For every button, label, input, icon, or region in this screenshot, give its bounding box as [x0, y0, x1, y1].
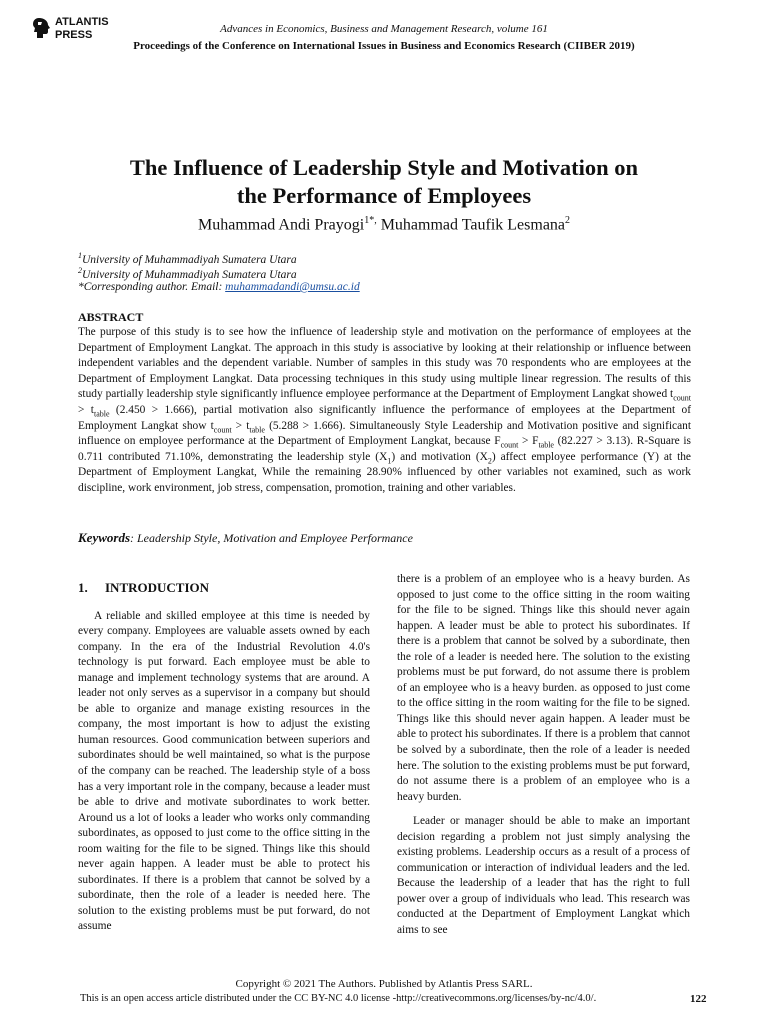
affiliation-1 — [78, 251, 297, 266]
author-list — [0, 215, 768, 234]
page-number: 122 — [690, 993, 707, 1005]
intro-paragraph-1: A reliable and skilled employee at this time is needed by every company. Employees are valuable assets owned by each company. In the era of the Industrial Revolution 4.0's technology is put forward. Each employee must be able to manage and implement technology systems that are around. A leader not only serves as a supervisor in a company but should be able to organize and manage existing resources in the company, the most important is how to adjust the existing human resources. Good communication between superiors and subordinates should be well maintained, so what is the purpose of the company can be reached. The leadership style of a boss has a very important role in the company, because a leader must be able to drive and motivate subordinates to work better. Around us a lot of looks a leader who works only commanding subordinates, as opposed to just come to the office sitting in the room waiting for the file to be signed. Things like this should never again happen. A leader must be able to protect his subordinates. If there is a problem that cannot be solved by a subordinate, then the role of a leader is needed here. The solution to the existing problems must be put forward, do not assume — [78, 609, 370, 933]
affiliation-1-text: University of Muhammadiyah Sumatera Utara — [82, 253, 297, 266]
title-line-1: The Influence of Leadership Style and Motivation on — [129, 155, 639, 180]
affiliation-2 — [78, 266, 297, 281]
publisher-name-line2: PRESS — [55, 29, 93, 41]
email-link[interactable]: muhammadandi@umsu.ac.id — [225, 281, 360, 293]
abstract-gt-2: > t — [231, 419, 250, 432]
author-1: Muhammad Andi Prayogi — [197, 216, 365, 234]
abstract-part-6: ) affect employee performance (Y) at the Department of Employment Langkat, While the remaining 28.90% influenced by other variables not examined, such as work discipline, work environment, job stress, compensation, promotion, training and other variables. — [78, 450, 691, 494]
abstract-gt-1: > t — [78, 403, 94, 416]
affiliation-2-sup: 2 — [78, 266, 82, 275]
keywords-label: Keywords — [78, 530, 130, 545]
sub-1: 1 — [387, 456, 392, 466]
paper-title — [60, 154, 708, 210]
section-heading — [78, 580, 370, 596]
author-2-sup: 2 — [565, 215, 571, 226]
right-column — [397, 572, 690, 939]
title-line-2: the Performance of Employees — [236, 183, 532, 208]
affiliation-2-text: University of Muhammadiyah Sumatera Utara — [82, 268, 297, 281]
proceedings-line: Proceedings of the Conference on International Issues in Business and Economics Research (CIIBER 2019) — [133, 40, 635, 52]
section-number: 1. — [78, 580, 88, 595]
corresponding-prefix: *Corresponding author. Email: — [78, 281, 226, 293]
author-1-sup: 1*, — [364, 215, 377, 226]
sub-count: count — [500, 440, 519, 450]
publisher-name-line1: ATLANTIS — [55, 16, 109, 28]
sub-count: count — [213, 424, 232, 434]
intro-paragraph-continued: there is a problem of an employee who is a heavy burden. As opposed to just come to the office sitting in the room waiting for the file to be signed. Things like this should never again happen. A leader must be able to protect his subordinates. If there is a problem that cannot be solved by a subordinate, then the role of a leader is needed here. The solution to the existing problems must be put forward, do not assume there is problem of an employee who is a heavy burden. as opposed to just come to the office sitting in the room waiting for the file to be signed. Things like this should never again happen. A leader must be able to protect his subordinates. If there is a problem that cannot be solved by a subordinate, then the role of a leader is needed here. The solution to the existing problems must be put forward, do not assume there is a problem of an employee who is a heavy burden. — [397, 573, 690, 803]
copyright-line: Copyright © 2021 The Authors. Published by Atlantis Press SARL. — [235, 978, 533, 990]
section-title: INTRODUCTION — [105, 580, 210, 595]
corresponding-author — [78, 281, 360, 293]
abstract-part-5: ) and motivation (X — [391, 450, 488, 463]
keywords-text: : Leadership Style, Motivation and Employee Performance — [130, 531, 413, 545]
intro-paragraph-2: Leader or manager should be able to make an important decision regarding a problem not just simply analysing the existing problems. Leadership occurs as a result of a process of communication or interaction of individual leaders and the led. Because the leadership of a leader that has the right to full power over a group of individuals who lead. This research was conducted at the Department of Employment Langkat which aims to see — [397, 815, 690, 937]
abstract-text — [78, 325, 691, 497]
sub-table: table — [249, 424, 265, 434]
series-line: Advances in Economics, Business and Management Research, volume 161 — [220, 23, 548, 35]
sub-count: count — [673, 393, 691, 403]
abstract-part-1: The purpose of this study is to see how the influence of leadership style and motivation on the performance of employees at the Department of Employment Langkat. The approach in this study is associative by looking at their relationship or influence between independent variables and the dependent variable. Number of samples in this study was 70 respondents who are employees at the Department of Employment Langkat. Data processing techniques in this study using multiple linear regression. The results of this study partially leadership style significantly influence employee performance at the Department of Employment Langkat showed t — [78, 326, 691, 401]
left-column — [78, 580, 370, 935]
sub-table: table — [538, 440, 554, 450]
abstract-part-4: (82.227 > 3.13). R-Square is 0.711 contributed 71.10%, demonstrating the leadership style (X — [78, 435, 691, 463]
affiliation-1-sup: 1 — [78, 251, 82, 260]
abstract-part-2: (2.450 > 1.666), partial motivation also significantly influence the performance of employees at the Department of Employment Langkat show t — [78, 403, 691, 432]
license-line: This is an open access article distributed under the CC BY-NC 4.0 license -http://creativecommons.org/licenses/by-nc/4.0/. — [80, 993, 597, 1004]
abstract-heading: ABSTRACT — [78, 310, 144, 324]
abstract-gt-f: > F — [518, 435, 539, 448]
abstract-part-3: (5.288 > 1.666). Simultaneously Style Leadership and Motivation positive and significant influence on employee performance at the Department of Employment Langkat, because F — [78, 419, 691, 448]
keywords — [78, 530, 413, 546]
sub-table: table — [93, 409, 110, 419]
author-2: Muhammad Taufik Lesmana — [376, 216, 566, 234]
sub-2: 2 — [487, 456, 492, 466]
